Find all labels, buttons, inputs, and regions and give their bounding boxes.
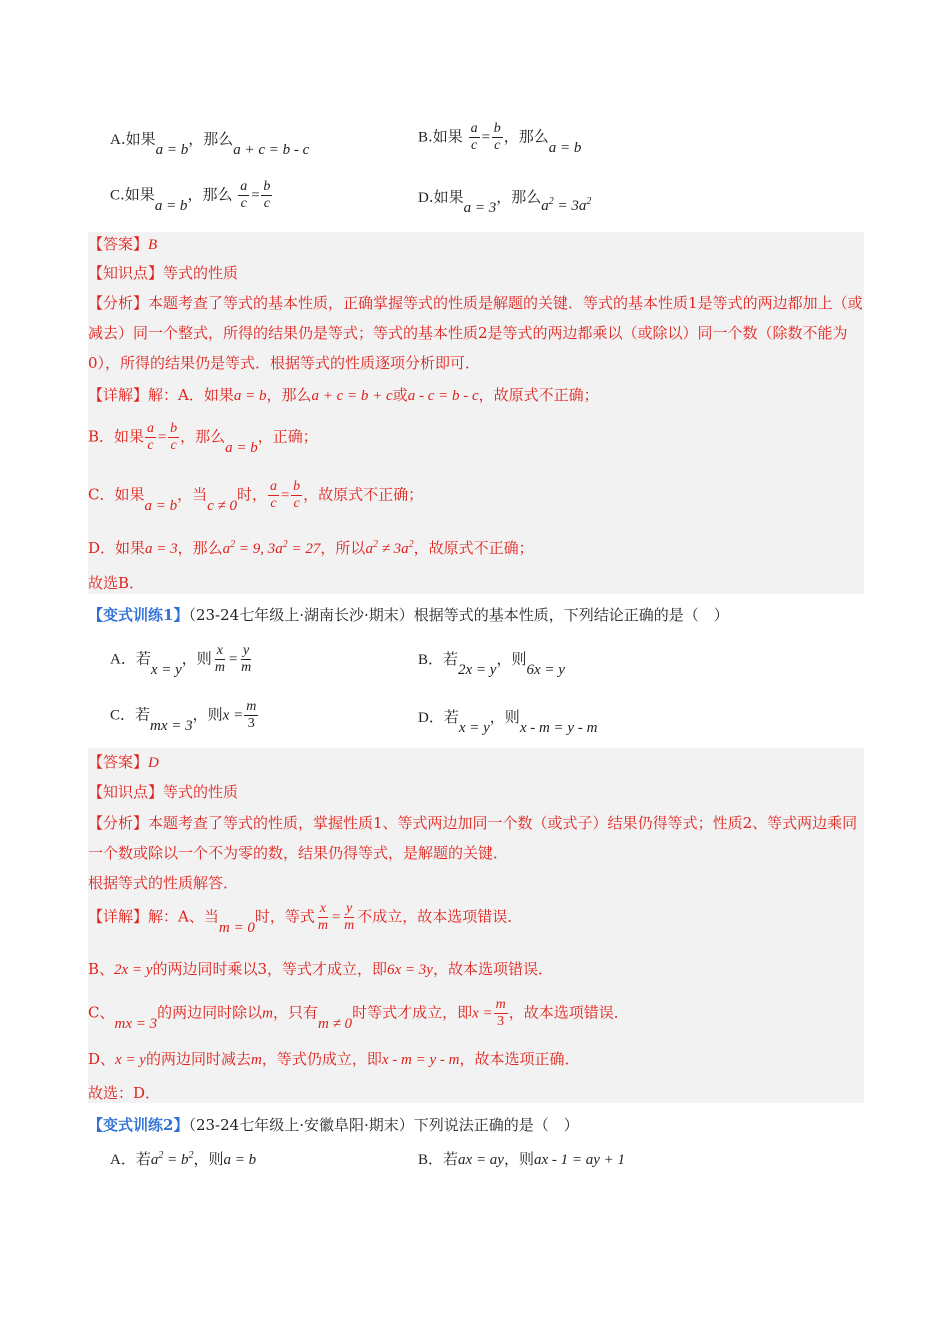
fraction: $\frac{b}{c}$ [493,121,501,153]
detail-line-b: B．如果 $\frac{a}{c}$ = $\frac{b}{c}$ ，那么a = b，正确； [88,421,318,456]
fraction: $\frac{b}{c}$ [293,479,301,511]
answer-line: 【答案】B [88,235,158,253]
fraction: $\frac{b}{c}$ [170,421,178,453]
fraction: $\frac{a}{c}$ [470,121,478,153]
conclusion-line: 故选B． [88,574,145,592]
knowledge-point-line: 【知识点】等式的性质 [88,264,239,282]
answer-line: 【答案】D [88,753,159,771]
fraction: $\frac{x}{m}$ [317,901,328,933]
option-d: D.如果a = 3，那么$a^2 = 3a^2$ [418,188,592,216]
fraction: $\frac{m}{3}$ [246,699,257,731]
fraction: $\frac{x}{m}$ [214,643,225,675]
fraction: $\frac{y}{m}$ [241,643,252,675]
fraction: $\frac{a}{c}$ [270,479,278,511]
detail-line-d: D．如果a = 3，那么$a^2 = 9$, $3a^2 = 27$，所以$a^2 \ne 3a^2$，故原式不正确； [88,539,534,557]
option-letter: A [110,132,121,148]
option-a: A.如果a = b，那么a + c = b - c [110,130,310,158]
option-c: C.如果a = b，那么 $\frac{a}{c}$ = $\frac{b}{c}$ [110,179,271,214]
variation-2-stem: 【变式训练2】（23-24七年级上·安徽阜阳·期末）下列说法正确的是（ ） [88,1116,579,1134]
fraction: $\frac{m}{3}$ [495,997,506,1029]
detail-line-c: C、mx = 3的两边同时除以m，只有m ≠ 0时等式才成立，即x = $\frac{m}{3}$ ，故本选项错误． [88,997,629,1032]
variation-1-stem: 【变式训练1】（23-24七年级上·湖南长沙·期末）根据等式的基本性质，下列结论正确的是（ ） [88,606,729,624]
v1-option-b: B．若2x = y，则6x = y [418,650,565,678]
knowledge-point-line: 【知识点】等式的性质 [88,783,239,801]
analysis-paragraph: 【分析】本题考查了等式的基本性质，正确掌握等式的性质是解题的关键．等式的基本性质1是等式的两边都加上（或减去）同一个整式，所得的结果仍是等式；等式的基本性质2是等式的两边都乘以（或除以）同一个数（除数不能为0），所得的结果仍是等式．根据等式的性质逐项分析即可． [88,294,863,372]
v2-option-a: A．若$a^2 = b^2$，则a = b [110,1150,257,1168]
v1-option-d: D．若x = y，则x - m = y - m [418,708,598,736]
detail-line-d: D、x = y的两边同时减去m，等式仍成立，即x - m = y - m，故本选项正确． [88,1050,580,1068]
detail-line-a: 【详解】解：A．如果a = b，那么a + c = b + c或a - c = b - c，故原式不正确； [88,386,599,404]
v1-option-c: C．若mx = 3，则x = $\frac{m}{3}$ [110,699,257,734]
fraction: $\frac{a}{c}$ [147,421,155,453]
detail-line-b: B、2x = y的两边同时乘以3，等式才成立，即6x = 3y，故本选项错误． [88,960,553,978]
detail-line-c: C．如果a = b，当c ≠ 0时， $\frac{a}{c}$ = $\frac{b}{c}$ ，故原式不正确； [88,479,424,514]
v1-option-a: A．若x = y，则 $\frac{x}{m}$ = $\frac{y}{m}$ [110,643,252,678]
detail-line-a: 【详解】解：A、当m = 0时，等式 $\frac{x}{m}$ = $\frac{y}{m}$ 不成立，故本选项错误． [88,901,523,936]
analysis-paragraph: 【分析】本题考查了等式的性质，掌握性质1、等式两边加同一个数（或式子）结果仍得等式；性质2、等式两边乘同一个数或除以一个不为零的数，结果仍得等式，是解题的关键． 根据等式的性质解答． [88,814,858,892]
option-b: B.如果 $\frac{a}{c}$ = $\frac{b}{c}$ ，那么a = b [418,121,582,156]
v2-option-b: B．若ax = ay，则ax - 1 = ay + 1 [418,1150,626,1168]
fraction: $\frac{a}{c}$ [240,179,248,211]
fraction: $\frac{b}{c}$ [263,179,271,211]
conclusion-line: 故选：D． [88,1084,161,1102]
fraction: $\frac{y}{m}$ [344,901,355,933]
